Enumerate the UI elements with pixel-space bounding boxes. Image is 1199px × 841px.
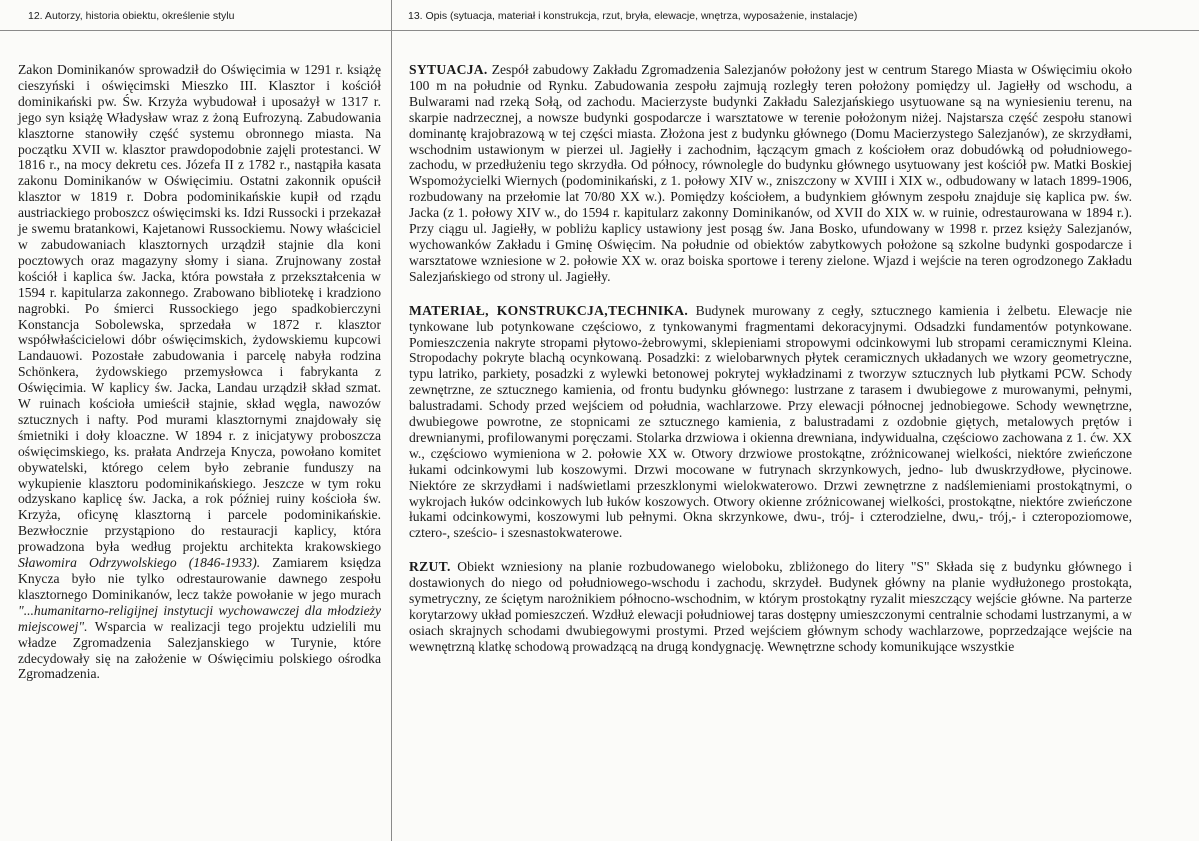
section-material [409, 303, 1132, 542]
left-column-header: 12. Autorzy, historia obiektu, określenie stylu [28, 10, 235, 22]
column-divider [391, 0, 392, 841]
header-divider [0, 30, 1199, 31]
architect-name: Sławomira Odrzywolskiego (1846-1933). [18, 555, 261, 571]
description-column [409, 62, 1132, 655]
section-rzut [409, 559, 1132, 654]
history-text-end: Wsparcia w realizacji tego projektu udzielili mu władze Zgromadzenia Salezjanskiego w Turynie, które zdecydowały się na założenie w Oświęcimiu polskiego ośrodka Zgromadzenia. [18, 618, 382, 682]
section-title-rzut: RZUT. [409, 559, 451, 575]
section-text-rzut: Obiekt wzniesiony na planie rozbudowanego wieloboku, zbliżonego do litery "S" Składa się z budynku głównego i dostawionych do niego od południowego-wschodu i zachodu, skrzydeł. Budynek główny na planie wydłużonego prostokąta, symetryczny, ze ściętym narożnikiem północno-wschodnim, w którym prostokątny ryzalit mieszczący wejście główne. Na parterze korytarzowy układ pomieszczeń. Wzdłuż elewacji południowej taras dostępny umieszczonymi centralnie schodami lustrzanymi, a w osiach skrajnych schodami dwubiegowymi prostymi. Przed wejściem głównym schody wachlarzowe, poprzedzające wejście na wewnętrzną klatkę schodową prowadzącą na drugą kondygnację. Wewnętrzne schody komunikujące wszystkie [409, 559, 1133, 654]
institution-quote: "...humanitarno-religijnej instytucji wychowawczej dla młodzieży miejscowej". [18, 602, 381, 634]
right-column-header: 13. Opis (sytuacja, materiał i konstrukcja, rzut, bryła, elewacje, wnętrza, wyposażenie, instalacje) [408, 10, 858, 22]
section-title-sytuacja: SYTUACJA. [409, 62, 488, 77]
section-sytuacja [409, 62, 1132, 285]
history-text: Zakon Dominikanów sprowadził do Oświęcimia w 1291 r. książę cieszyński i oświęcimski Mieszko III. Klasztor i kościół dominikański pw. Św. Krzyża wybudował i uposażył w 1317 r. jego syn książę Władysław wraz z żoną Eufrozyną. Zabudowania klasztorne stanowiły część systemu obronnego miasta. Na początku XVII w. klasztor prawdopodobnie zajęli protestanci. W 1816 r., na mocy dekretu ces. Józefa II z 1782 r., nastąpiła kasata zakonu Dominikanów w Oświęcimiu. Ostatni zakonnik opuścił klasztor w 1819 r. Dobra podominikańskie kupił od rządu austriackiego proboszcz oświęcimski ks. Idzi Russocki i przekazał je swemu bratankowi, Kajetanowi Russockiemu. Nowy właściciel w zabudowaniach klasztornych urządził stajnie dla koni pocztowych oraz magazyny słomy i siana. Zrujnowany został kościół i kaplica św. Jacka, która powstała z przekształcenia w 1594 r. kapitularza zakonnego. Zrabowano bibliotekę i kradziono nagrobki. Po śmierci Russockiego jego spadkobierczyni Konstancja Sobolewska, sprzedała w 1872 r. klasztor współwłaścicielowi dóbr oświęcimskich, żydowskiemu kupcowi Landauowi. Pozostałe zabudowania i parcelę nabyła rodzina Schönkera, żydowskiego przemysłowca i fabrykanta z Oświęcimia. W kaplicy św. Jacka, Landau urządził skład szmat. W ruinach kościoła umieścił stajnie, skład węgla, nawozów sztucznych i nafty. Pod murami klasztornymi znajdowały się śmietniki i doły kloaczne. W 1894 r. z inicjatywy proboszcza oświęcimskiego, ks. prałata Andrzeja Knycza, powołano komitet obywatelski, którego celem było zebranie funduszy na wykupienie klasztoru podominikańskiego. Jeszcze w tym roku odzyskano kaplicę św. Jacka, a rok później ruiny kościoła św. Krzyża, oficynę klasztorną i parcele podominikańskie. Bezwłocznie przystąpiono do restauracji kaplicy, która prowadzona była według projektu architekta krakowskiego [18, 62, 381, 555]
section-text-material: Budynek murowany z cegły, sztucznego kamienia i żelbetu. Elewacje nie tynkowane lub potynkowane częściowo, z tynkowanymi fragmentami dekoracyjnymi. Odsadzki fundamentów potynkowane. Pomieszczenia nakryte stropami płytowo-żebrowymi, sklepieniami stropowymi odcinkowymi lub stropami ceramicznymi Kleina. Stropodachy pokryte blachą ocynkowaną. Posadzki: z wielobarwnych płytek ceramicznych układanych we wzory geometryczne, typu latriko, parkiety, posadzki z wylewki betonowej pokrytej wykładzinami z tworzyw sztucznych lub płytkami PCW. Schody zewnętrzne, ze sztucznego kamienia, od frontu budynku głównego: lustrzane z tarasem i dwubiegowe z murowanymi, pełnymi, balustradami. Schody przed wejściem od południa, wachlarzowe. Przy elewacji północnej jednobiegowe. Schody wewnętrzne, dwubiegowe powrotne, ze stopnicami ze sztucznego kamienia, z balustradami z ozdobnie giętych, metalowych prętów i drewnianymi, profilowanymi poręczami. Stolarka drzwiowa i okienna drewniana, indywidualna, częściowo zachowana z 1. ćw. XX w., częściowo wymieniona w 2. połowie XX w. Otwory drzwiowe prostokątne, zróżnicowanej wielkości, niektóre zwieńczone łukami odcinkowymi lub koszowymi. Drzwi mocowane w futrynach skrzynkowych, jedno- lub dwuskrzydłowe, płycinowe. Niektóre ze skrzydłami i nadświetlami przeszklonymi wielokwaterowo. Drzwi zewnętrzne z nadślemieniami prostokątnymi, o wykrojach łuków odcinkowych lub łuków koszowych. Otwory okienne zróżnicowanej wielkości, prostokątne, niektóre zwieńczone łukami odcinkowymi, koszowymi lub pełnymi. Okna skrzynkowe, dwu-, trój- i czterodzielne, dwu,- trój,- i czteropoziomowe, cztero-, sześcio- i szesnastokwaterowe. [409, 302, 1132, 541]
section-title-material: MATERIAŁ, KONSTRUKCJA,TECHNIKA. [409, 302, 689, 318]
section-text-sytuacja: Zespół zabudowy Zakładu Zgromadzenia Salezjanów położony jest w centrum Starego Miasta w Oświęcimiu około 100 m na południe od Rynku. Zabudowania zespołu zajmują rozległy teren położony pomiędzy ul. Jagiełły od wschodu, a Bulwarami nad rzeką Sołą, od zachodu. Macierzyste budynki Zakładu Salezjańskiego usytuowane są na wyniesieniu terenu, na skarpie nadrzecznej, a nowsze budynki gospodarcze i warsztatowe w terenie położonym niżej. Najstarsza część zespołu stanowi dominantę krajobrazową w tej części miasta. Złożona jest z budynku głównego (Domu Macierzystego Salezjanów), ze skrzydłami, wschodnim ustawionym w pierzei ul. Jagiełły i zachodnim, łączącym gmach z kościołem oraz dobudówką od południowego-zachodu, w przedłużeniu tego skrzydła. Od północy, równolegle do budynku głównego usytuowany jest kościół pw. Matki Boskiej Wspomożycielki Wiernych (podominikański, z 1. połowy XIV w., zniszczony w XVIII i XIX w., odbudowany w latach 1899-1906, rozbudowany na przełomie lat 70/80 XX w.). Pomiędzy kościołem, a budynkiem głównym zespołu znajduje się kaplica pw. św. Jacka (z 1. połowy XIV w., do 1594 r. kapitularz zakonny Dominikanów, od XVII do XIX w. w ruinie, odrestaurowana w 1894 r.). Przy ciągu ul. Jagiełły, w pobliżu kaplicy ustawiony jest posąg św. Jana Bosko, ufundowany w 1998 r. przez księży Salezjanów, wychowanków Zakładu i Gminę Oświęcim. Na południe od obiektów zabytkowych położone są szkolne budynki gospodarcze i warsztatowe wzniesione w 2. połowie XX w. oraz boiska sportowe i tereny zielone. Wjazd i wejście na teren ogrodzonego Zakładu Salezjańskiego od strony ul. Jagiełły. [409, 62, 1132, 284]
history-column [18, 62, 381, 682]
history-text-continued: Zamiarem księdza Knycza było nie tylko odrestaurowanie dawnego zespołu klasztornego Dominikanów, lecz także powołanie w jego murach [18, 555, 381, 602]
